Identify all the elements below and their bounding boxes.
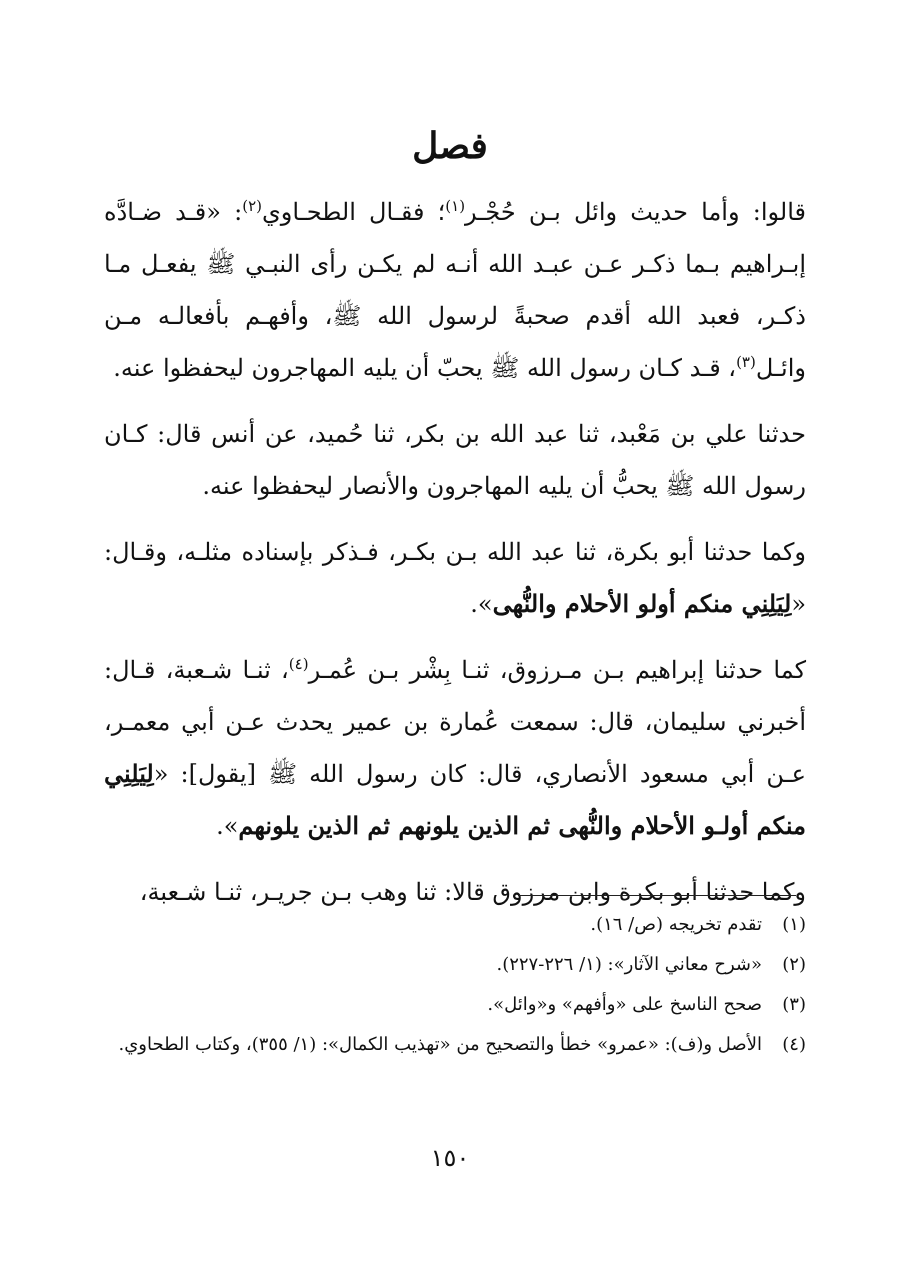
footnote-item: [104, 986, 806, 1024]
section-title: فصل: [412, 125, 488, 167]
text-segment: قالوا: وأما حديث وائل بـن حُجْـر: [465, 198, 806, 226]
paragraph-1: [104, 186, 806, 394]
footnote-text: تقدم تخريجه (ص/ ١٦).: [590, 914, 762, 935]
footnote-ref: (١): [445, 197, 466, 215]
text-segment: وكما حدثنا أبو بكرة وابن مرزوق قالا: ثنا وهب بـن جريـر، ثنـا شـعبة،: [139, 878, 806, 906]
footnote-number: (٢): [782, 954, 806, 975]
main-text: [104, 186, 806, 932]
footnote-number: (٤): [782, 1034, 806, 1055]
footnote-divider: [518, 895, 796, 896]
footnote-item: [104, 1026, 806, 1064]
footnote-text: الأصل و(ف): «عمرو» خطأ والتصحيح من «تهذيب الكمال»: (١/ ٣٥٥)، وكتاب الطحاوي.: [118, 1034, 762, 1055]
page-number: ١٥٠: [430, 1144, 470, 1172]
text-segment: ».: [470, 590, 493, 618]
text-segment: ».: [216, 812, 239, 840]
paragraph-2: [104, 408, 806, 512]
hadith-quote: لِيَلِنِي منكم أولو الأحلام والنُّهى: [492, 589, 792, 618]
footnote-item: [104, 906, 806, 944]
footnote-number: (٣): [782, 994, 806, 1015]
footnote-item: [104, 946, 806, 984]
footnote-ref: (٤): [288, 655, 309, 673]
hadith-quote: لِيَلِنِي منكم أولـو الأحلام والنُّهى ثم الذين يلونهم ثم الذين يلونهم: [104, 759, 806, 840]
footnote-ref: (٢): [242, 197, 262, 215]
text-segment: ، قـد كـان رسول الله ﷺ يحبّ أن يليه المهاجرون ليحفظوا عنه.: [113, 354, 737, 382]
text-segment: كما حدثنا إبراهيم بـن مـرزوق، ثنـا بِشْر بـن عُمـر: [308, 656, 806, 684]
text-segment: وكما حدثنا أبو بكرة، ثنا عبد الله بـن بكـر، فـذكر بإسناده مثلـه، وقـال: «: [104, 538, 806, 618]
paragraph-3: [104, 526, 806, 630]
footnote-number: (١): [782, 914, 806, 935]
footnotes: [104, 906, 806, 1066]
footnote-text: صحح الناسخ على «وأفهم» و«وائل».: [487, 994, 762, 1015]
text-segment: حدثنا علي بن مَعْبد، ثنا عبد الله بن بكر، ثنا حُميد، عن أنس قال: كـان رسول الله ﷺ يحبُّ أن يليه المهاجرون والأنصار ليحفظوا عنه.: [104, 420, 806, 500]
paragraph-4: [104, 644, 806, 852]
text-segment: : «قـد ضـادَّه إبـراهيم بـما ذكـر عـن عبـد الله أنـه لم يكـن رأى النبـي ﷺ يفعـل مـا ذكـر، فعبد الله أقدم صحبةً لرسول الله ﷺ، وأفهـم بأفعالـه مـن وائـل: [104, 198, 806, 382]
text-segment: ؛ فقـال الطحـاوي: [262, 198, 446, 226]
footnote-text: «شرح معاني الآثار»: (١/ ٢٢٦-٢٢٧).: [496, 954, 762, 975]
footnote-ref: (٣): [736, 353, 756, 371]
text-segment: ، ثنـا شـعبة، قـال: أخبرني سليمان، قال: سمعت عُمارة بن عمير يحدث عـن أبي معمـر، عـن أبي مسعود الأنصاري، قال: كان رسول الله ﷺ [يقول]: «: [104, 656, 806, 788]
